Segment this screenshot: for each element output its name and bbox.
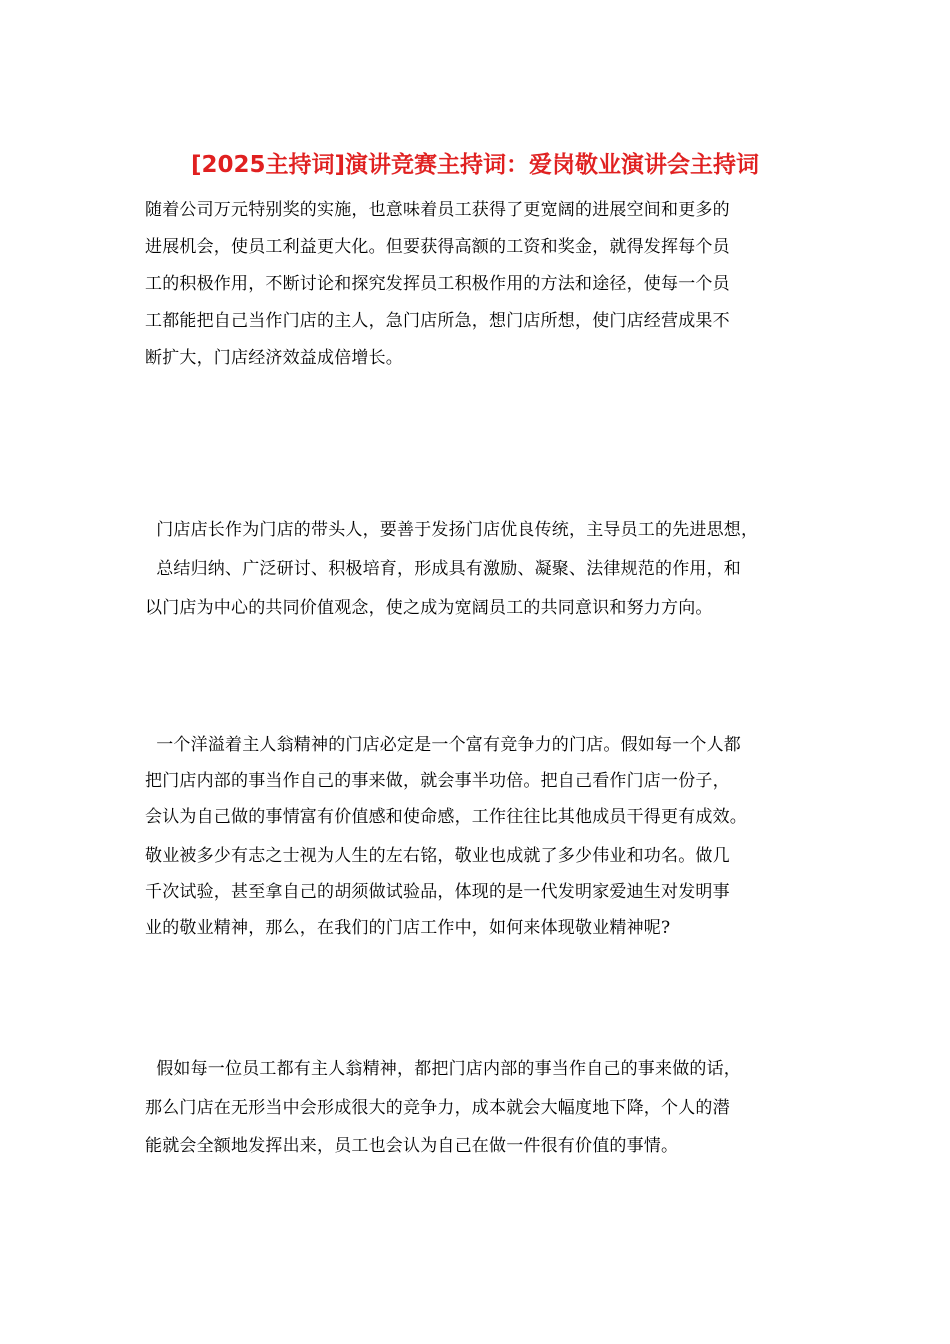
document-title: [2025主持词]演讲竞赛主持词：爱岗敬业演讲会主持词 [190, 152, 760, 178]
paragraph-line: 工都能把自己当作门店的主人，急门店所急，想门店所想，使门店经营成果不 [145, 311, 730, 331]
paragraph-line: 千次试验，甚至拿自己的胡须做试验品，体现的是一代发明家爱迪生对发明事 [145, 882, 730, 902]
paragraph-line: 会认为自己做的事情富有价值感和使命感，工作往往比其他成员干得更有成效。 [145, 807, 747, 827]
paragraph-line: 总结归纳、广泛研讨、积极培育，形成具有激励、凝聚、法律规范的作用，和 [145, 559, 742, 579]
paragraph-line: 一个洋溢着主人翁精神的门店必定是一个富有竞争力的门店。假如每一个人都 [145, 735, 742, 755]
paragraph-line: 断扩大，门店经济效益成倍增长。 [145, 348, 403, 368]
paragraph-line: 以门店为中心的共同价值观念，使之成为宽阔员工的共同意识和努力方向。 [145, 598, 713, 618]
paragraph-line: 门店店长作为门店的带头人，要善于发扬门店优良传统，主导员工的先进思想， [145, 520, 759, 540]
paragraph-line: 能就会全额地发挥出来，员工也会认为自己在做一件很有价值的事情。 [145, 1136, 679, 1156]
paragraph-line: 那么门店在无形当中会形成很大的竞争力，成本就会大幅度地下降，个人的潜 [145, 1098, 730, 1118]
paragraph-line: 进展机会，使员工利益更大化。但要获得高额的工资和奖金，就得发挥每个员 [145, 237, 730, 257]
paragraph-line: 把门店内部的事当作自己的事来做，就会事半功倍。把自己看作门店一份子， [145, 771, 730, 791]
paragraph-line: 工的积极作用，不断讨论和探究发挥员工积极作用的方法和途径，使每一个员 [145, 274, 730, 294]
paragraph-line: 敬业被多少有志之士视为人生的左右铭，敬业也成就了多少伟业和功名。做几 [145, 846, 730, 866]
paragraph-line: 业的敬业精神，那么，在我们的门店工作中，如何来体现敬业精神呢? [145, 918, 671, 938]
paragraph-line: 假如每一位员工都有主人翁精神，都把门店内部的事当作自己的事来做的话， [145, 1059, 742, 1079]
paragraph-line: 随着公司万元特别奖的实施，也意味着员工获得了更宽阔的进展空间和更多的 [145, 200, 730, 220]
